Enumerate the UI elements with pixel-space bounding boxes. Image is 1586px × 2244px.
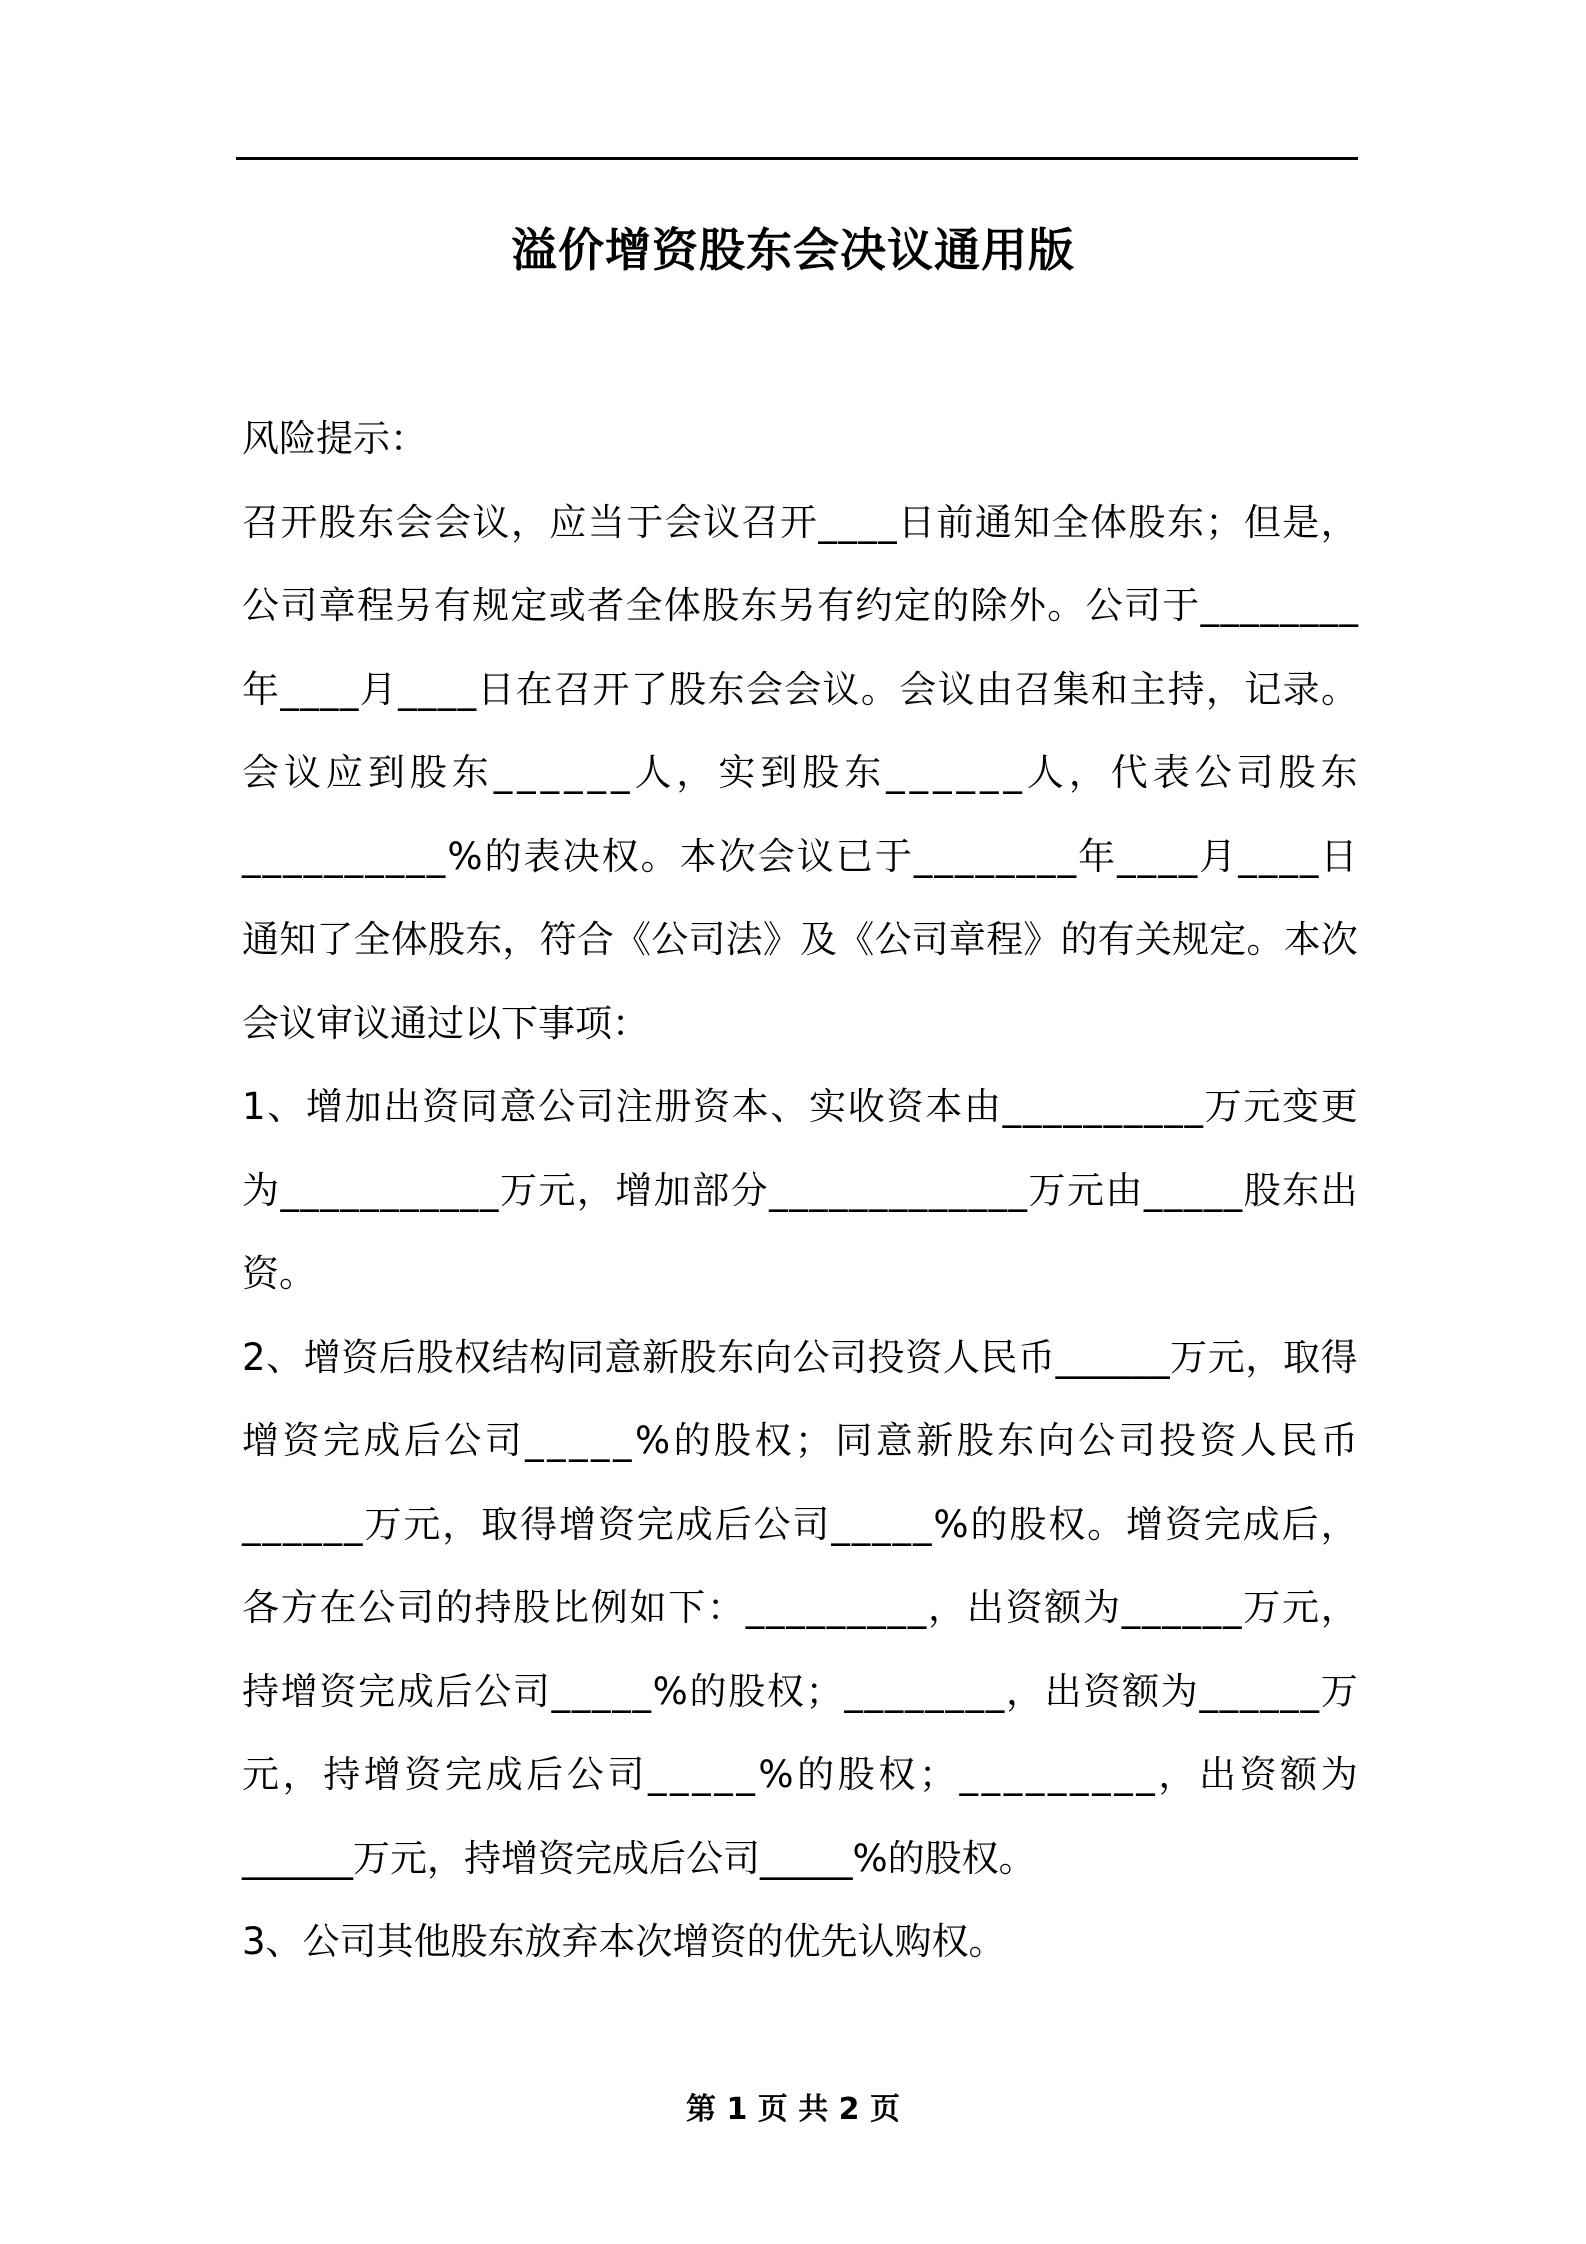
body-line: 各 方 在 公 司 的 持 股 比 例 如 下 ： _ _ _ _ _ _ _ _ _ ， 出 资 额 为 _ _ _ _ _ _ 万 元 ， xyxy=(242,1586,1358,1629)
body-line: ______万元，持增资完成后公司_____%的股权。 xyxy=(242,1836,1036,1880)
body-line: 通 知 了 全 体 股 东 ， 符 合 《 公 司 法 》 及 《 公 司 章 程 》 的 有 关 规 定 。 本 次 xyxy=(242,918,1358,961)
document-title: 溢价增资股东会决议通用版 xyxy=(511,223,1075,277)
header-rule xyxy=(236,157,1358,160)
body-line: 公 司 章 程 另 有 规 定 或 者 全 体 股 东 另 有 约 定 的 除 外 。 公 司 于 _ _ _ _ _ _ _ _ xyxy=(242,584,1358,627)
body-line: 为 _ _ _ _ _ _ _ _ _ _ _ 万 元 ， 增 加 部 分 _ _ _ _ _ _ _ _ _ _ _ _ _ 万 元 由 _ _ _ _ _ 股 东 出 xyxy=(242,1168,1358,1212)
body-line: 年 _ _ _ _ 月 _ _ _ _ 日 在 召 开 了 股 东 会 会 议 。 会 议 由 召 集 和 主 持 ， 记 录 。 xyxy=(242,667,1358,711)
body-line: 会 议 应 到 股 东 _ _ _ _ _ _ 人 ， 实 到 股 东 _ _ _ _ _ _ 人 ， 代 表 公 司 股 东 xyxy=(242,751,1358,794)
body-line: 会议审议通过以下事项： xyxy=(242,1001,649,1045)
body-line: 1 、 增 加 出 资 同 意 公 司 注 册 资 本 、 实 收 资 本 由 _ _ _ _ _ _ _ _ _ _ 万 元 变 更 xyxy=(242,1085,1358,1128)
page-number-footer: 第 1 页 共 2 页 xyxy=(686,2092,900,2127)
body-line: _ _ _ _ _ _ _ _ _ _ % 的 表 决 权 。 本 次 会 议 已 于 _ _ _ _ _ _ _ _ 年 _ _ _ _ 月 _ _ _ _ 日 xyxy=(242,834,1358,878)
body-line: 召 开 股 东 会 会 议 ， 应 当 于 会 议 召 开 _ _ _ _ 日 前 通 知 全 体 股 东 ； 但 是 ， xyxy=(242,500,1358,544)
body-line: 元 ， 持 增 资 完 成 后 公 司 _ _ _ _ _ % 的 股 权 ； _ _ _ _ _ _ _ _ _ ， 出 资 额 为 xyxy=(242,1753,1358,1796)
body-line: 风险提示： xyxy=(242,417,427,460)
body-line: 持 增 资 完 成 后 公 司 _ _ _ _ _ % 的 股 权 ； _ _ _ _ _ _ _ _ ， 出 资 额 为 _ _ _ _ _ _ 万 xyxy=(242,1669,1358,1713)
body-line: _ _ _ _ _ _ 万 元 ， 取 得 增 资 完 成 后 公 司 _ _ _ _ _ % 的 股 权 。 增 资 完 成 后 ， xyxy=(242,1502,1358,1546)
body-line: 3、公司其他股东放弃本次增资的优先认购权。 xyxy=(242,1920,1006,1963)
body-line: 增 资 完 成 后 公 司 _ _ _ _ _ % 的 股 权 ； 同 意 新 股 东 向 公 司 投 资 人 民 币 xyxy=(242,1419,1358,1462)
body-line: 2 、 增 资 后 股 权 结 构 同 意 新 股 东 向 公 司 投 资 人 民 币 _ _ _ _ _ _ 万 元 ， 取 得 xyxy=(242,1335,1358,1379)
document-body xyxy=(242,397,1358,1984)
body-line: 资。 xyxy=(242,1252,316,1295)
